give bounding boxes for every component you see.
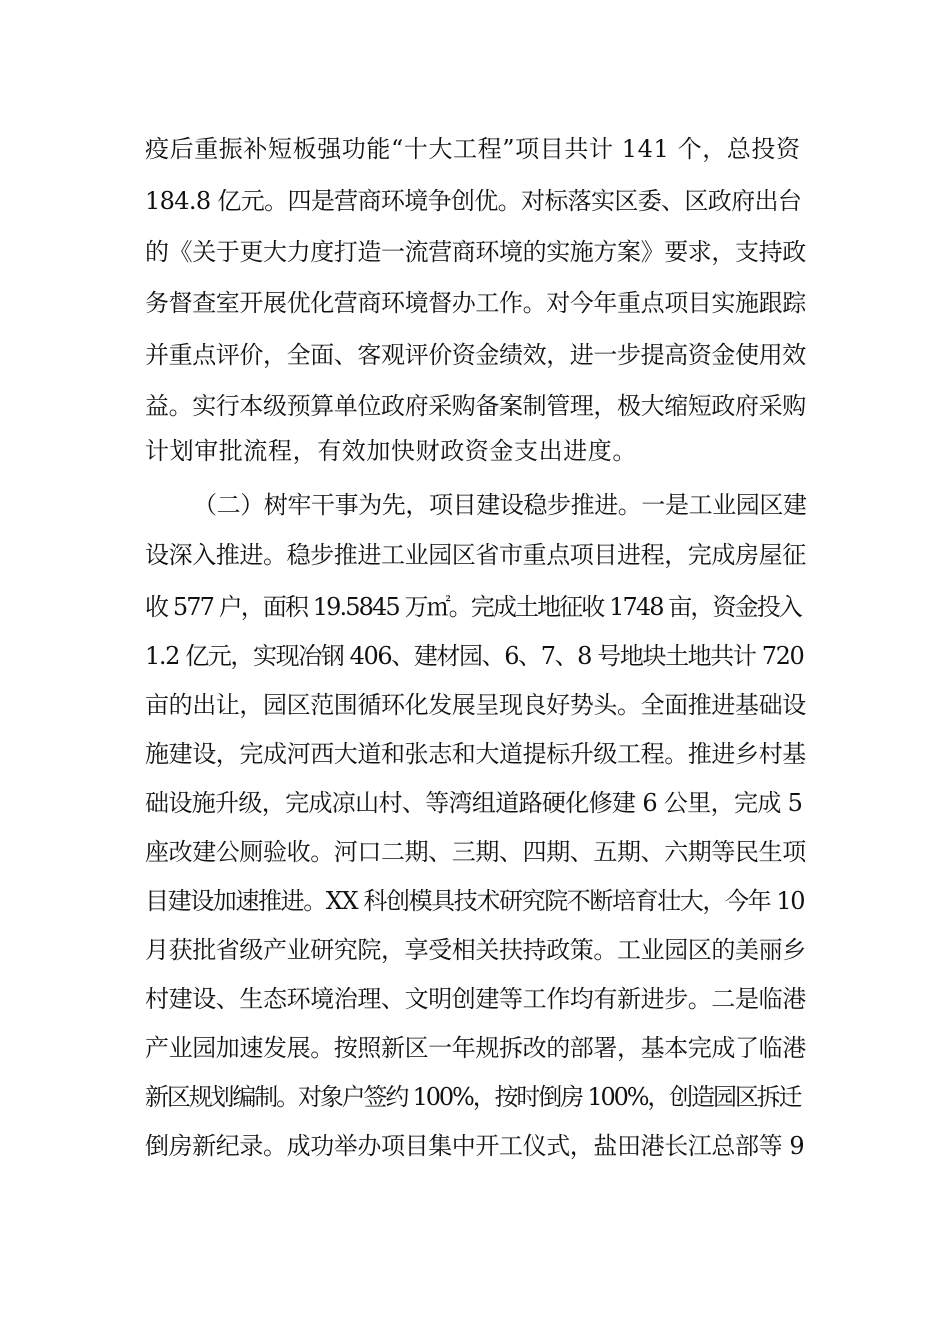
text-line: 计划审批流程，有效加快财政资金支出进度。 — [145, 437, 637, 465]
text-line: 疫后重振补短板强功能“十大工程”项目共计 141 个，总投资 — [145, 135, 801, 163]
text-line: 设深入推进。稳步推进工业园区省市重点项目进程，完成房屋征 — [145, 541, 806, 569]
text-line: 村建设、生态环境治理、文明创建等工作均有新进步。二是临港 — [145, 985, 806, 1013]
text-line: 产业园加速发展。按照新区一年规拆改的部署，基本完成了临港 — [145, 1034, 806, 1062]
text-line: 的《关于更大力度打造一流营商环境的实施方案》要求，支持政 — [145, 238, 806, 266]
text-line: 座改建公厕验收。河口二期、三期、四期、五期、六期等民生项 — [145, 838, 806, 866]
text-line: 益。实行本级预算单位政府采购备案制管理，极大缩短政府采购 — [145, 392, 806, 420]
text-line: 亩的出让，园区范围循环化发展呈现良好势头。全面推进基础设 — [145, 691, 806, 719]
text-line: 务督查室开展优化营商环境督办工作。对今年重点项目实施跟踪 — [145, 289, 806, 317]
text-line: 1.2 亿元，实现冶钢 406、建材园、6、7、8 号地块土地共计 720 — [145, 642, 804, 670]
text-line: 收 577 户，面积 19.5845 万㎡。完成土地征收 1748 亩，资金投入 — [145, 593, 801, 621]
text-line: 目建设加速推进。XX 科创模具技术研究院不断培育壮大，今年 10 — [145, 887, 805, 915]
text-line: 并重点评价，全面、客观评价资金绩效，进一步提高资金使用效 — [145, 341, 806, 369]
text-line: 月获批省级产业研究院，享受相关扶持政策。工业园区的美丽乡 — [145, 936, 806, 964]
text-line: 倒房新纪录。成功举办项目集中开工仪式，盐田港长江总部等 9 — [145, 1132, 805, 1160]
text-line: 184.8 亿元。四是营商环境争创优。对标落实区委、区政府出台 — [145, 187, 802, 215]
text-line: 础设施升级，完成凉山村、等湾组道路硬化修建 6 公里，完成 5 — [145, 789, 803, 817]
text-line: 施建设，完成河西大道和张志和大道提标升级工程。推进乡村基 — [145, 740, 806, 768]
paragraph-heading-line: （二）树牢干事为先，项目建设稳步推进。一是工业园区建 — [193, 491, 807, 519]
text-line: 新区规划编制。对象户签约 100%，按时倒房 100%，创造园区拆迁 — [145, 1083, 801, 1111]
